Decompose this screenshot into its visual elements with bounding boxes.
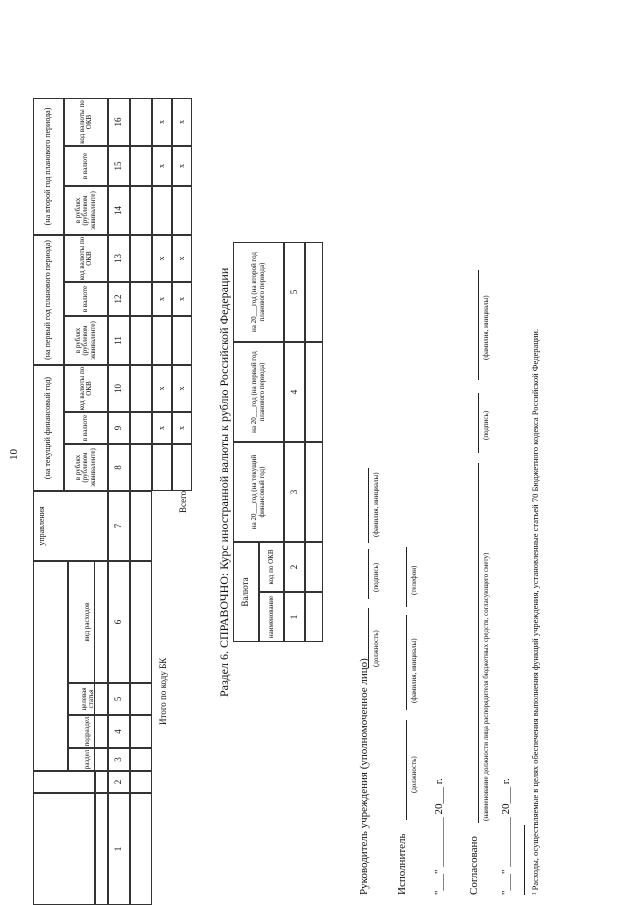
- sec6-col-number-2: 2: [284, 542, 305, 592]
- head-fio-hint: (фамилия, инициалы): [372, 472, 380, 537]
- subheader-kod: код валюты по ОКВ: [64, 98, 108, 146]
- valuta-header: Валюта: [233, 542, 259, 642]
- sec6-col-number-1: 1: [284, 592, 305, 642]
- table-row-cell: [130, 365, 152, 412]
- second-year-header: на 20___год (на второй год планового периода): [233, 242, 284, 342]
- subheader-kod: код валюты по ОКВ: [64, 235, 108, 282]
- table-row-cell: [172, 444, 192, 491]
- col-number-14: 14: [108, 186, 130, 235]
- date-line-1: "___" _________ 20___ г.: [433, 778, 445, 895]
- soglasovano-hint: (наименование должности лица распорядителя бюджетных средств, согласующего смету): [482, 552, 490, 821]
- x-mark: x: [172, 146, 192, 186]
- table-row-cell: [152, 444, 172, 491]
- col-number-3: 3: [108, 748, 130, 771]
- subheader-val: в валюте: [64, 282, 108, 316]
- table-row-cell: [130, 316, 152, 365]
- sec6-row-cell: [305, 242, 323, 342]
- table-row-cell: [130, 235, 152, 282]
- x-mark: x: [152, 282, 172, 316]
- footnote: ¹ Расходы, осуществляемые в целях обеспечения выполнения функций учреждения, установленные статьей 70 Бюджетного кодекса Российской Федерации.: [530, 328, 540, 895]
- head-dolzhnost-hint: (должность): [372, 630, 380, 667]
- ispolnitel-label: Исполнитель: [396, 833, 408, 895]
- subheader-rub: в рублях (рублевом эквиваленте): [64, 444, 108, 491]
- subheader-val: в валюте: [64, 146, 108, 186]
- head-podpis-hint: (подпись): [372, 562, 380, 592]
- itogo-label: Итого по коду БК: [158, 657, 168, 725]
- x-mark: x: [152, 98, 172, 146]
- table-row-cell: [130, 444, 152, 491]
- col-number-16: 16: [108, 98, 130, 146]
- vsego-label: Всего: [178, 490, 188, 513]
- col-number-15: 15: [108, 146, 130, 186]
- sec6-row-cell: [305, 442, 323, 542]
- header-current-year: (на текущий финансовый год): [33, 365, 64, 491]
- col-number-7: 7: [108, 491, 130, 561]
- col-number-1: 1: [108, 793, 130, 905]
- subheader-podrazdel: подраздел: [68, 715, 108, 748]
- header-upravleniya: управления: [33, 491, 108, 561]
- isp-dolzhnost-hint: (должность): [410, 756, 418, 793]
- sec6-col-number-5: 5: [284, 242, 305, 342]
- subheader-vid: вид расходов: [68, 561, 108, 683]
- x-mark: x: [172, 98, 192, 146]
- page-number: 10: [8, 449, 20, 460]
- x-mark: x: [152, 235, 172, 282]
- x-mark: x: [172, 412, 192, 444]
- col-number-6: 6: [108, 561, 130, 683]
- header-second-year: (на второй год планового периода): [33, 98, 64, 235]
- sec6-row-cell: [305, 592, 323, 642]
- x-mark: x: [172, 365, 192, 412]
- subheader-rub: в рублях (рублевом эквиваленте): [64, 316, 108, 365]
- section6-title: Раздел 6. СПРАВОЧНО: Курс иностранной валюты к рублю Российской Федерации: [217, 267, 231, 697]
- head-label: Руководитель учреждения (уполномоченное лицо): [358, 658, 370, 895]
- table-row-cell: [130, 282, 152, 316]
- col-number-2: 2: [108, 771, 130, 793]
- table-row-cell: [130, 793, 152, 905]
- header-col-2: [33, 771, 108, 793]
- isp-telefon-hint: (телефон): [410, 565, 418, 595]
- sec6-row-cell: [305, 342, 323, 442]
- col-number-4: 4: [108, 715, 130, 748]
- header-kbk: [33, 561, 68, 771]
- table-row-cell: [130, 715, 152, 748]
- date-line-2: "___" _________ 20___ г.: [500, 778, 512, 895]
- sec6-col-number-3: 3: [284, 442, 305, 542]
- sogl-fio-hint: (фамилия, инициалы): [482, 295, 490, 360]
- col-number-8: 8: [108, 444, 130, 491]
- col-number-12: 12: [108, 282, 130, 316]
- x-mark: x: [172, 282, 192, 316]
- x-mark: x: [172, 235, 192, 282]
- current-year-header: на 20___год (на текущий финансовый год): [233, 442, 284, 542]
- table-row-cell: [172, 186, 192, 235]
- x-mark: x: [152, 146, 172, 186]
- isp-fio-hint: (фамилия, инициалы): [410, 638, 418, 703]
- subheader-val: в валюте: [64, 412, 108, 444]
- x-mark: x: [152, 365, 172, 412]
- table-row-cell: [130, 98, 152, 146]
- table-row-cell: [130, 683, 152, 715]
- col-number-13: 13: [108, 235, 130, 282]
- subheader-rub: в рублях (рублевом эквиваленте): [64, 186, 108, 235]
- table-row-cell: [130, 491, 152, 561]
- table-row-cell: [152, 186, 172, 235]
- col-number-9: 9: [108, 412, 130, 444]
- col-number-5: 5: [108, 683, 130, 715]
- col-number-10: 10: [108, 365, 130, 412]
- subheader-kod: код валюты по ОКВ: [64, 365, 108, 412]
- kod-okv-header: код по ОКВ: [259, 542, 284, 592]
- sec6-col-number-4: 4: [284, 342, 305, 442]
- table-row-cell: [152, 316, 172, 365]
- table-row-cell: [172, 316, 192, 365]
- header-col-1: [33, 793, 108, 905]
- table-row-cell: [130, 412, 152, 444]
- table-row-cell: [130, 186, 152, 235]
- table-row-cell: [130, 748, 152, 771]
- subheader-celevaya: целевая статья: [68, 683, 108, 715]
- table-row-cell: [130, 561, 152, 683]
- subheader-razdel: раздел: [68, 748, 108, 771]
- first-year-header: на 20___год (на первый год планового периода): [233, 342, 284, 442]
- header-first-year: (на первый год планового периода): [33, 235, 64, 365]
- col-number-11: 11: [108, 316, 130, 365]
- sogl-podpis-hint: (подпись): [482, 410, 490, 440]
- soglasovano-label: Согласовано: [468, 836, 480, 895]
- table-row-cell: [130, 771, 152, 793]
- table-row-cell: [130, 146, 152, 186]
- naimenovanie-header: наименование: [259, 592, 284, 642]
- sec6-row-cell: [305, 542, 323, 592]
- x-mark: x: [152, 412, 172, 444]
